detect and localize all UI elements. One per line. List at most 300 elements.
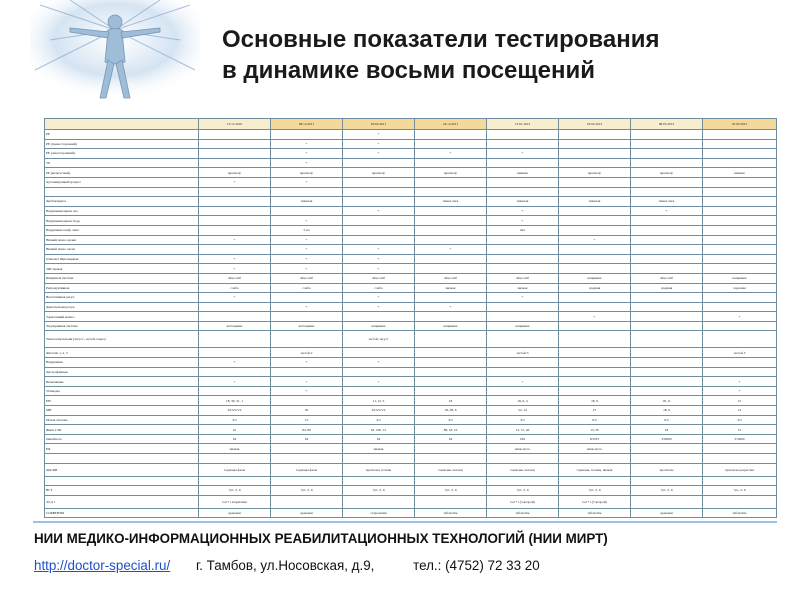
table-cell: прогнозы, потенц [343, 463, 415, 476]
table-cell: + [415, 245, 487, 255]
table-cell: +р1, 5, 9 [559, 486, 631, 496]
table-cell: 2кл [487, 225, 559, 235]
table-cell: 15 [703, 396, 777, 406]
table-cell: +р1, 5, 9 [631, 486, 703, 496]
table-cell [343, 454, 415, 464]
table-cell: общ.слаб [631, 273, 703, 283]
table-row [45, 396, 777, 406]
table-cell [631, 293, 703, 303]
table-cell [487, 264, 559, 274]
table-cell: таблетить [559, 508, 631, 518]
address-text: г. Тамбов, ул.Носовская, д.9, [195, 558, 375, 573]
table-row [45, 254, 777, 264]
table-cell: пронатор [559, 168, 631, 178]
table-cell [703, 444, 777, 454]
table-cell: истощение [271, 321, 343, 331]
table-cell [559, 206, 631, 216]
table-row [45, 358, 777, 368]
table-cell: 18, 6, 4 [487, 396, 559, 406]
table-cell [415, 225, 487, 235]
table-row [45, 130, 777, 140]
table-cell [559, 254, 631, 264]
table-cell [271, 476, 343, 486]
table-cell: 4/5 [415, 415, 487, 425]
table-cell: 5/5 [199, 415, 271, 425]
table-cell: 1Б [271, 434, 343, 444]
contact-line [34, 558, 540, 573]
table-cell: +р1, 5, 9 [487, 486, 559, 496]
table-row [45, 158, 777, 168]
table-cell [415, 177, 487, 187]
table-cell [703, 293, 777, 303]
table-cell [415, 254, 487, 264]
table-cell [631, 216, 703, 226]
table-row [45, 235, 777, 245]
table-cell [559, 225, 631, 235]
table-cell [631, 321, 703, 331]
table-cell [271, 130, 343, 140]
table-cell [343, 348, 415, 358]
table-cell [487, 130, 559, 140]
table-cell [271, 454, 343, 464]
slide-title [222, 24, 782, 86]
table-cell [487, 312, 559, 322]
table-cell: + [271, 302, 343, 312]
table-cell [703, 358, 777, 368]
row-label: Низкий показ. мочи [45, 245, 199, 255]
table-cell [703, 245, 777, 255]
table-cell: + [199, 177, 271, 187]
row-label: Нарушения [45, 358, 199, 368]
table-cell [559, 177, 631, 187]
table-cell [199, 187, 271, 197]
table-cell: + [703, 377, 777, 387]
row-label: Нарушение конф. лент. [45, 225, 199, 235]
row-label: ВСТ [45, 486, 199, 496]
table-cell: пронатор [415, 168, 487, 178]
table-cell: 1Б [199, 434, 271, 444]
table-cell: + [559, 312, 631, 322]
table-cell: + [343, 139, 415, 149]
table-cell [703, 139, 777, 149]
table-cell [631, 377, 703, 387]
table-cell: + [199, 264, 271, 274]
table-cell: + [703, 312, 777, 322]
table-cell [559, 386, 631, 396]
table-cell [415, 139, 487, 149]
table-cell [559, 216, 631, 226]
table-cell [487, 386, 559, 396]
table-cell: 27 [559, 406, 631, 416]
table-cell [487, 177, 559, 187]
table-row [45, 312, 777, 322]
table-cell: напряжен [415, 321, 487, 331]
table-cell [487, 302, 559, 312]
table-cell: 18, 28, 6 [415, 406, 487, 416]
table-cell [703, 495, 777, 508]
table-cell [199, 139, 271, 149]
table-row [45, 495, 777, 508]
table-cell: нижнее [703, 168, 777, 178]
table-cell [343, 476, 415, 486]
table-cell: + [703, 386, 777, 396]
row-label: Аутоиммунный процесс [45, 177, 199, 187]
row-label: РЕ (вальгусный) [45, 168, 199, 178]
row-label: Репродуктивная [45, 283, 199, 293]
row-label: Онкобиота [45, 434, 199, 444]
header-corner-cell [45, 119, 199, 130]
row-label: Жизн СТК [45, 425, 199, 435]
table-cell [631, 158, 703, 168]
table-cell: + [271, 264, 343, 274]
row-label: ЭСД 1 [45, 495, 199, 508]
table-cell: низкая [199, 444, 271, 454]
row-label: МН [45, 406, 199, 416]
visit-date-header: 08.05.2012 [631, 119, 703, 130]
table-cell: прогнозы регрессия [703, 463, 777, 476]
table-row [45, 406, 777, 416]
table-cell: + [343, 130, 415, 140]
table-cell [415, 264, 487, 274]
table-cell [415, 312, 487, 322]
row-label [45, 187, 199, 197]
table-cell: 89, 18, 10 [415, 425, 487, 435]
table-cell: 313000 [703, 434, 777, 444]
row-label: Дистрофичные [45, 367, 199, 377]
table-cell: 14 [703, 406, 777, 416]
table-cell [487, 454, 559, 464]
table-cell: истощение [199, 321, 271, 331]
table-cell [415, 358, 487, 368]
table-cell: Б3333 [559, 434, 631, 444]
visit-date-header: 13.01.2012 [487, 119, 559, 130]
table-cell: + [199, 377, 271, 387]
table-cell: low+1 (3-второй) [487, 495, 559, 508]
table-cell [559, 348, 631, 358]
visit-date-header: 25.05.2012 [703, 119, 777, 130]
table-cell: 18 [415, 396, 487, 406]
row-label: ТЕ [45, 158, 199, 168]
table-cell: напряжен [343, 321, 415, 331]
table-row [45, 348, 777, 358]
row-label: СОРБЕНТЫ [45, 508, 199, 518]
table-cell: тяжел.легк [631, 197, 703, 207]
table-cell [199, 312, 271, 322]
table-cell [487, 245, 559, 255]
table-cell: застой, загуст [343, 331, 415, 348]
table-cell [631, 476, 703, 486]
table-cell [487, 187, 559, 197]
row-label: Тормозящий компл. [45, 312, 199, 322]
results-table [44, 118, 777, 518]
table-cell: таблетить [703, 508, 777, 518]
vitruvian-logo-icon [30, 0, 200, 100]
table-cell [415, 444, 487, 454]
visit-date-header: 13.11.2010 [199, 119, 271, 130]
table-row [45, 206, 777, 216]
table-cell: + [271, 245, 343, 255]
table-cell: + [559, 235, 631, 245]
table-row [45, 168, 777, 178]
table-cell [559, 293, 631, 303]
table-cell [343, 197, 415, 207]
table-cell: + [343, 377, 415, 387]
table-cell: таблетить [487, 508, 559, 518]
row-label: РЕ (правосторонний) [45, 139, 199, 149]
table-cell: застой 3 [703, 348, 777, 358]
table-cell: таблетить [415, 508, 487, 518]
table-row [45, 415, 777, 425]
table-cell: гормоны, потенц [487, 463, 559, 476]
table-cell: 30 [271, 406, 343, 416]
table-cell [415, 367, 487, 377]
table-cell: + [271, 216, 343, 226]
organization-name: НИИ МЕДИКО-ИНФОРМАЦИОННЫХ РЕАБИЛИТАЦИОННЫХ ТЕХНОЛОГИЙ (НИИ МИРТ) [34, 531, 608, 546]
table-cell: дренажи [271, 508, 343, 518]
table-cell: +р1, 5, 9 [415, 486, 487, 496]
table-cell [415, 348, 487, 358]
table-cell [703, 130, 777, 140]
table-cell [343, 312, 415, 322]
table-cell: + [271, 358, 343, 368]
table-cell [631, 225, 703, 235]
table-cell: хорошая [703, 283, 777, 293]
row-label [45, 454, 199, 464]
table-cell: напряжен [487, 321, 559, 331]
table-cell [631, 444, 703, 454]
table-cell: 32/5/5/5/2 [343, 406, 415, 416]
table-cell [487, 158, 559, 168]
table-cell [631, 235, 703, 245]
table-cell [703, 331, 777, 348]
table-header-row [45, 119, 777, 130]
table-cell: + [271, 177, 343, 187]
table-cell: 333000 [631, 434, 703, 444]
table-row [45, 187, 777, 197]
table-cell [703, 197, 777, 207]
table-cell: гормоны, потенц, низкая [559, 463, 631, 476]
table-cell [415, 476, 487, 486]
table-row [45, 367, 777, 377]
row-label: ЕЯ [45, 444, 199, 454]
table-row [45, 386, 777, 396]
table-cell: 22, 14 [487, 406, 559, 416]
table-cell: общ.слаб [271, 273, 343, 283]
table-cell: + [631, 206, 703, 216]
website-link[interactable]: http://doctor-special.ru/ [34, 558, 171, 573]
table-cell [199, 245, 271, 255]
table-cell: 18 [631, 425, 703, 435]
table-row [45, 508, 777, 518]
table-cell [199, 386, 271, 396]
table-cell: общ.слаб [199, 273, 271, 283]
table-cell: + [199, 358, 271, 368]
table-cell [631, 130, 703, 140]
table-cell [703, 321, 777, 331]
table-cell: застой 2 [271, 348, 343, 358]
table-cell: гормоны фазы [271, 463, 343, 476]
table-cell: 15 [703, 425, 777, 435]
table-cell [703, 177, 777, 187]
table-cell [559, 245, 631, 255]
table-cell [703, 264, 777, 274]
table-cell: 18, 9 [631, 406, 703, 416]
table-cell [415, 206, 487, 216]
table-cell: + [271, 149, 343, 159]
table-cell [199, 331, 271, 348]
table-cell [559, 367, 631, 377]
table-cell [487, 139, 559, 149]
table-cell [631, 367, 703, 377]
table-cell: 18, 11 [631, 396, 703, 406]
table-cell [559, 476, 631, 486]
row-label: Углеводы [45, 386, 199, 396]
table-cell [343, 495, 415, 508]
table-row [45, 463, 777, 476]
table-cell [415, 386, 487, 396]
table-row [45, 149, 777, 159]
table-cell: + [487, 377, 559, 387]
table-row [45, 321, 777, 331]
table-cell: 32/5/5/5/2 [199, 406, 271, 416]
table-cell: 1Б [343, 434, 415, 444]
table-cell [703, 235, 777, 245]
row-label [45, 476, 199, 486]
row-label: ЕН [45, 396, 199, 406]
table-cell: пронатор [271, 168, 343, 178]
table-cell: слаба [343, 283, 415, 293]
table-cell: + [487, 149, 559, 159]
table-row [45, 197, 777, 207]
table-cell [271, 312, 343, 322]
table-cell [487, 235, 559, 245]
row-label: Низкий показ. крови [45, 235, 199, 245]
table-cell: 4/5 [703, 415, 777, 425]
table-cell [631, 386, 703, 396]
table-cell: пронатор [631, 168, 703, 178]
table-cell [487, 367, 559, 377]
table-cell: гормоны, потенц [415, 463, 487, 476]
table-cell: тяжелая [559, 197, 631, 207]
table-cell: тяжелая [271, 197, 343, 207]
table-cell [487, 358, 559, 368]
table-cell [343, 216, 415, 226]
table-cell: низк.лугсо [559, 444, 631, 454]
table-cell [415, 454, 487, 464]
table-cell [703, 254, 777, 264]
table-cell [703, 216, 777, 226]
row-label: ЗЯГ правая [45, 264, 199, 274]
table-cell [703, 206, 777, 216]
table-cell [271, 187, 343, 197]
table-cell [487, 476, 559, 486]
table-cell: 1/1 [271, 415, 343, 425]
table-cell [631, 245, 703, 255]
table-cell: + [487, 216, 559, 226]
table-cell [199, 130, 271, 140]
table-cell [631, 139, 703, 149]
table-cell: low+1 (7-второй) [559, 495, 631, 508]
table-cell: + [343, 206, 415, 216]
table-cell [631, 187, 703, 197]
title-line-1: Основные показатели тестирования [222, 26, 660, 53]
table-cell [703, 302, 777, 312]
table-cell: + [343, 254, 415, 264]
table-cell: 5 кл [271, 225, 343, 235]
table-cell [415, 158, 487, 168]
table-cell [343, 177, 415, 187]
row-label: Отвечает Щитовидная [45, 254, 199, 264]
table-cell [631, 495, 703, 508]
table-cell [559, 321, 631, 331]
table-cell: +р1, 5, 9 [343, 486, 415, 496]
table-cell: + [271, 377, 343, 387]
row-label: Малая система [45, 415, 199, 425]
table-cell [631, 331, 703, 348]
table-cell: 2/2 [343, 415, 415, 425]
table-cell: нижнее [487, 168, 559, 178]
table-cell: средняя [559, 283, 631, 293]
table-cell: пронатор [199, 168, 271, 178]
table-cell: + [271, 386, 343, 396]
table-cell: 13, 15, 40 [487, 425, 559, 435]
table-cell: +р1, 5, 9 [199, 486, 271, 496]
table-cell: + [199, 293, 271, 303]
table-cell: сетрозепин [343, 508, 415, 518]
table-cell: 10 [199, 425, 271, 435]
table-row [45, 454, 777, 464]
row-label: ДКСКВ [45, 463, 199, 476]
table-cell: 18, 30, 31, 1 [199, 396, 271, 406]
table-cell [559, 302, 631, 312]
table-cell: + [271, 139, 343, 149]
row-label: Двигательная регул. [45, 302, 199, 312]
table-cell [199, 197, 271, 207]
table-cell [559, 158, 631, 168]
table-cell [703, 149, 777, 159]
table-cell: + [199, 254, 271, 264]
table-cell: 18, 9 [559, 396, 631, 406]
table-cell [631, 348, 703, 358]
table-row [45, 139, 777, 149]
row-label: Нарушения цикла бодр. [45, 216, 199, 226]
table-cell [415, 235, 487, 245]
table-cell: низкая [415, 283, 487, 293]
phone-text: тел.: (4752) 72 33 20 [413, 558, 540, 573]
table-cell [271, 367, 343, 377]
visit-date-header: 08.12.2011 [271, 119, 343, 130]
table-cell [631, 454, 703, 464]
row-label: Неактивные [45, 377, 199, 387]
table-cell: + [343, 264, 415, 274]
row-label: Типология печени (загуст., застой, парез) [45, 331, 199, 348]
table-cell [199, 149, 271, 159]
table-cell: прогнозы [631, 463, 703, 476]
table-cell: тяжел.легк [415, 197, 487, 207]
visit-date-header: 05.02.2011 [343, 119, 415, 130]
table-cell [415, 216, 487, 226]
table-cell: + [343, 302, 415, 312]
table-cell [415, 377, 487, 387]
table-cell: низкая [487, 283, 559, 293]
row-label: РЕ [45, 130, 199, 140]
table-cell: + [271, 158, 343, 168]
table-cell: низкая [343, 444, 415, 454]
table-cell [631, 177, 703, 187]
table-cell [271, 293, 343, 303]
table-cell: слаба [271, 283, 343, 293]
table-cell: общ.слаб [487, 273, 559, 283]
